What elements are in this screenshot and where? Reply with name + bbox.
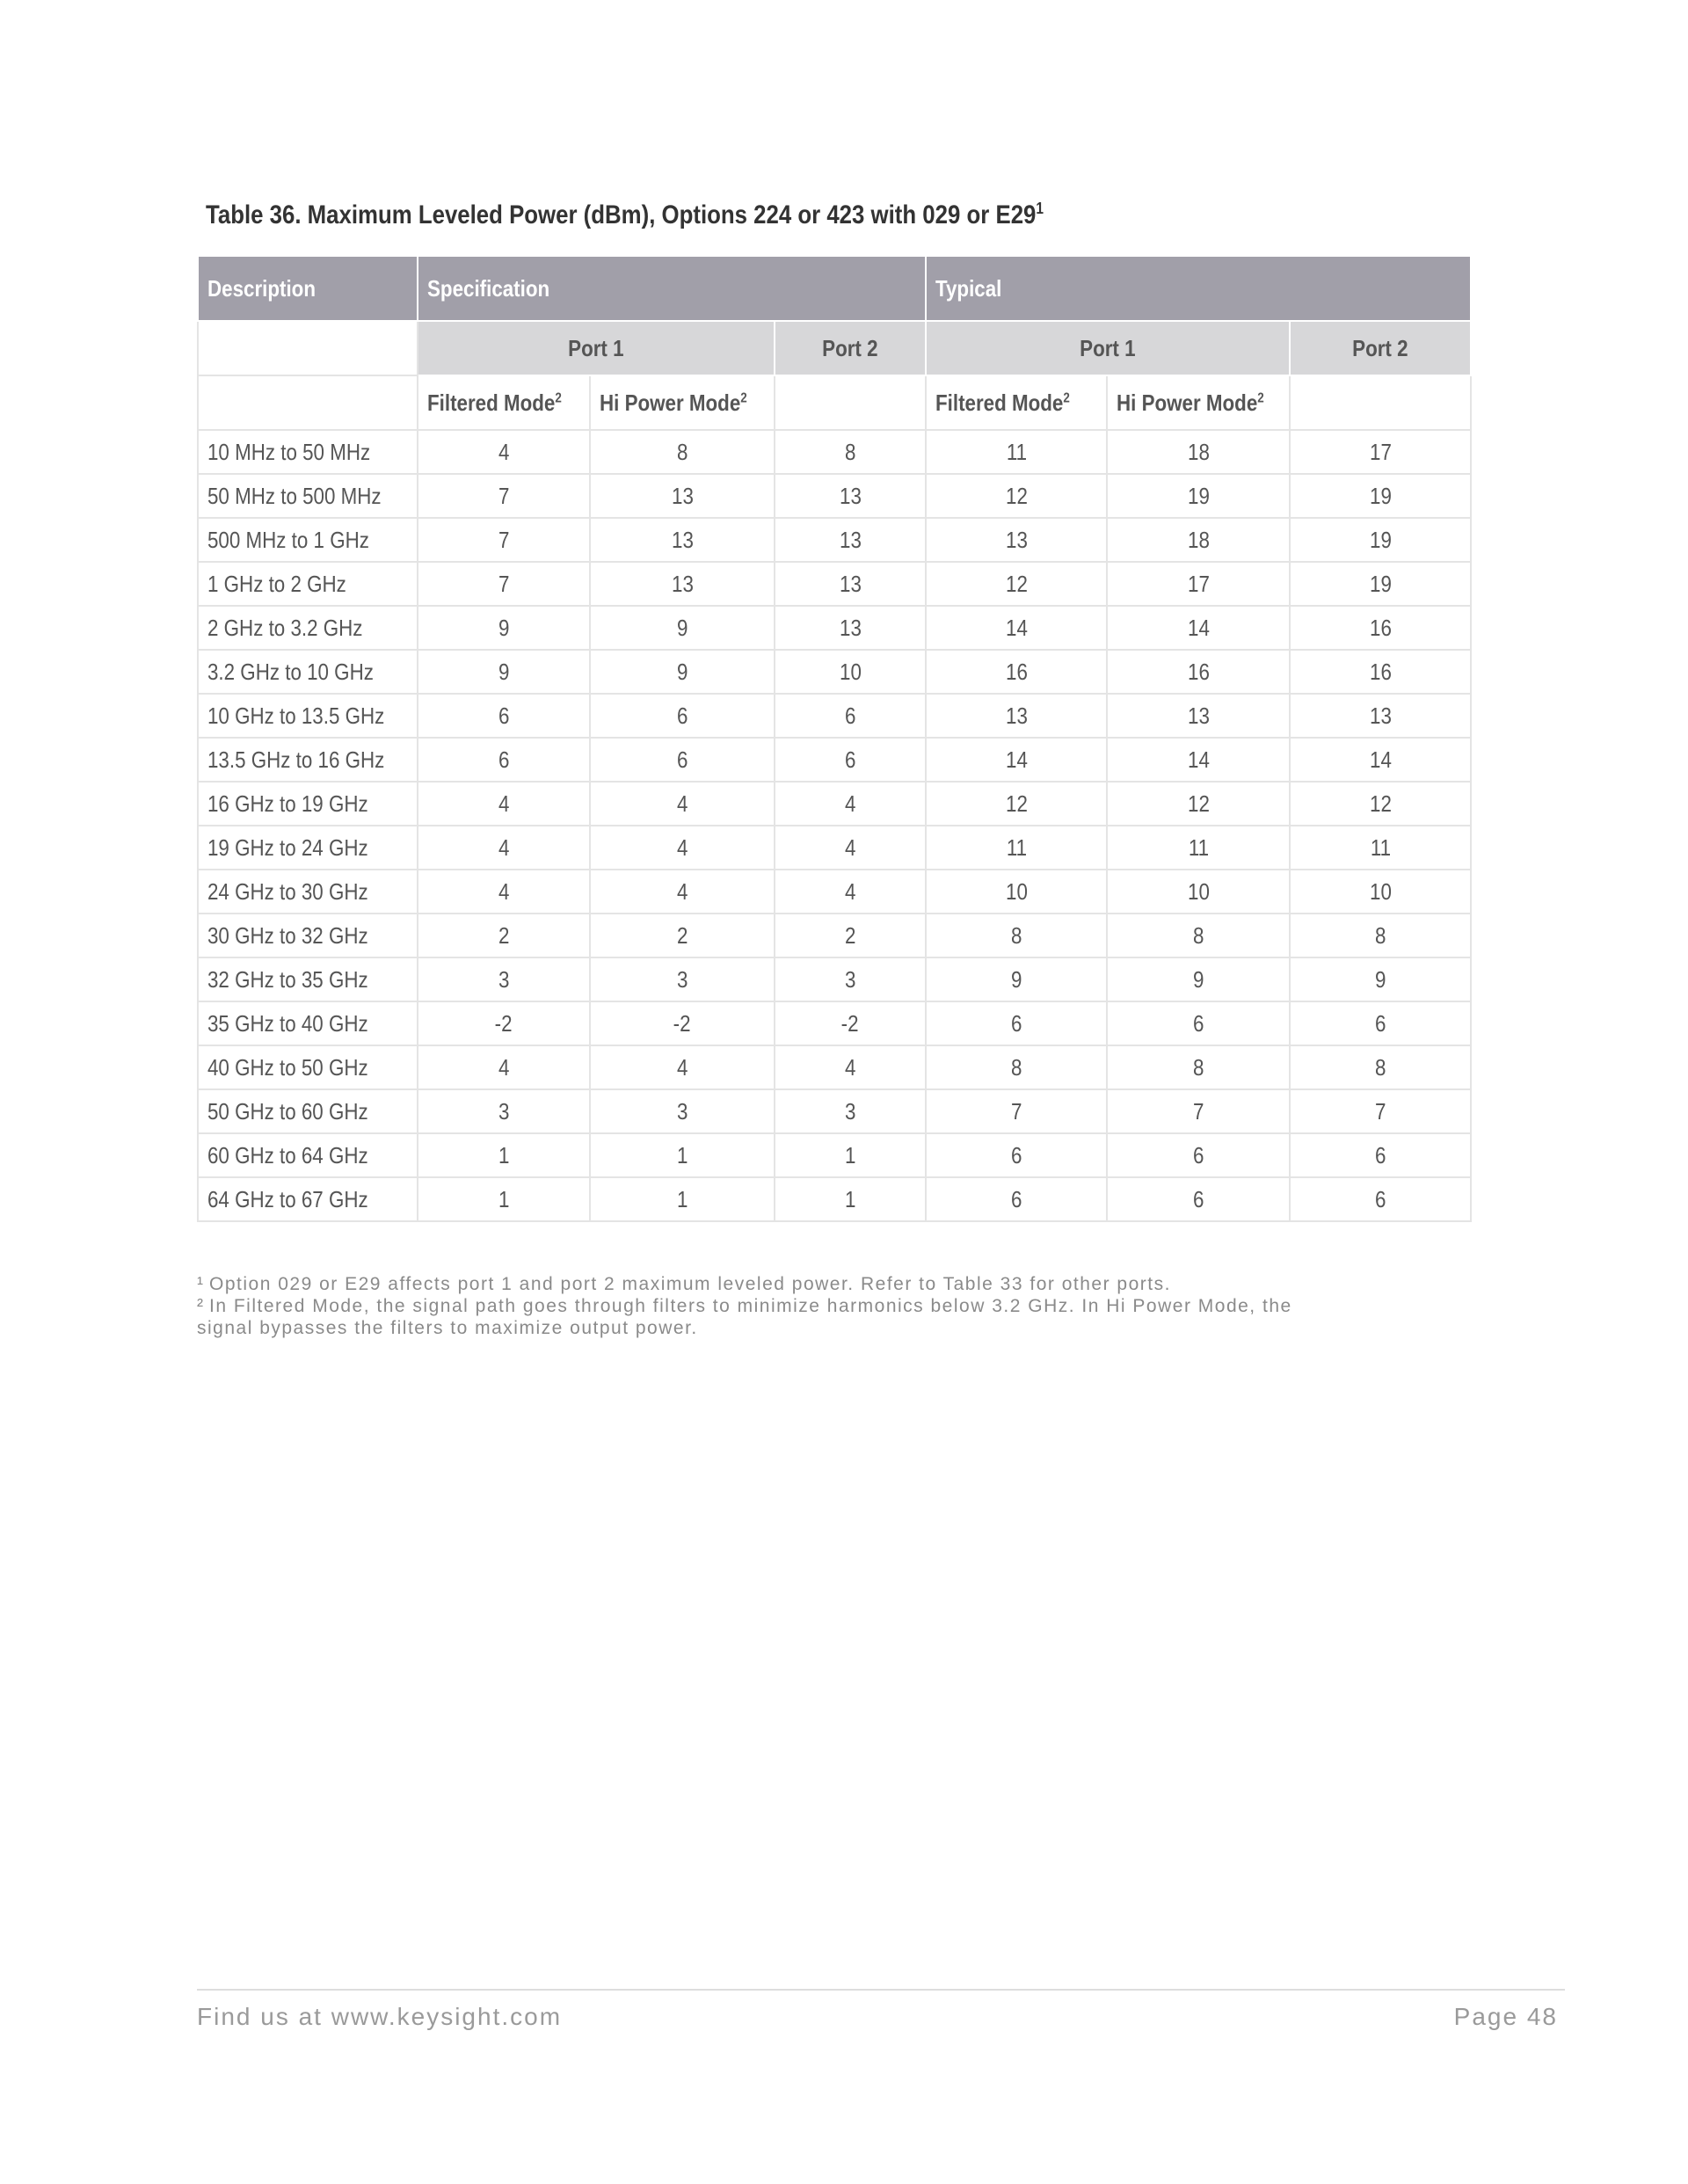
row-description-cell: 35 GHz to 40 GHz [198, 1001, 418, 1045]
row-value-cell: 4 [775, 782, 926, 826]
mode-header-typ-port2-empty [1290, 375, 1471, 430]
row-value-cell: 6 [590, 694, 775, 738]
row-value-cell: 1 [418, 1177, 590, 1221]
row-value-cell: 1 [418, 1133, 590, 1177]
header-spec-filtered-mode: Filtered Mode$^2$ [418, 375, 590, 430]
row-value-cell: 9 [590, 650, 775, 694]
row-value-cell: 19 [1290, 518, 1471, 562]
row-value-cell: 19 [1290, 474, 1471, 518]
row-value-cell: 4 [418, 782, 590, 826]
max-leveled-power-table [197, 255, 1472, 1222]
row-value-cell: 10 [926, 870, 1107, 914]
row-value-cell: 4 [418, 430, 590, 474]
header-specification: Specification [418, 256, 926, 321]
table-row [198, 650, 1471, 694]
table-row [198, 1089, 1471, 1133]
row-value-cell: 7 [418, 562, 590, 606]
row-description-cell: 32 GHz to 35 GHz [198, 957, 418, 1001]
row-value-cell: 10 [775, 650, 926, 694]
footnote-2: ² In Filtered Mode, the signal path goes through filters to minimize harmonics below 3.2 GHz. In Hi Power Mode, the [197, 1296, 1292, 1316]
row-description-cell: 64 GHz to 67 GHz [198, 1177, 418, 1221]
row-value-cell: 9 [590, 606, 775, 650]
row-value-cell: 13 [1290, 694, 1471, 738]
row-value-cell: 14 [1290, 738, 1471, 782]
table-row [198, 694, 1471, 738]
header-typ-filtered-mode: Filtered Mode$^2$ [926, 375, 1107, 430]
row-description-cell: 500 MHz to 1 GHz [198, 518, 418, 562]
table-row [198, 562, 1471, 606]
header-typical: Typical [926, 256, 1471, 321]
table-row [198, 782, 1471, 826]
row-value-cell: 4 [418, 826, 590, 870]
row-value-cell: 3 [590, 1089, 775, 1133]
row-value-cell: 13 [590, 562, 775, 606]
row-value-cell: 8 [590, 430, 775, 474]
row-value-cell: 13 [926, 694, 1107, 738]
table-row [198, 870, 1471, 914]
table-row [198, 738, 1471, 782]
row-value-cell: 4 [590, 870, 775, 914]
table-title-text: Table 36. Maximum Leveled Power (dBm), Options 224 or 423 with 029 or E29 [206, 200, 1037, 229]
row-value-cell: 13 [775, 474, 926, 518]
row-value-cell: 13 [590, 518, 775, 562]
row-value-cell: 3 [418, 957, 590, 1001]
footer-website-link[interactable]: Find us at www.keysight.com [197, 2003, 563, 2030]
row-value-cell: 17 [1107, 562, 1290, 606]
row-value-cell: 6 [1290, 1177, 1471, 1221]
row-value-cell: 6 [590, 738, 775, 782]
row-value-cell: 8 [1107, 914, 1290, 957]
row-description-cell: 1 GHz to 2 GHz [198, 562, 418, 606]
table-row [198, 1045, 1471, 1089]
row-value-cell: 13 [1107, 694, 1290, 738]
row-value-cell: 2 [590, 914, 775, 957]
row-value-cell: 4 [590, 1045, 775, 1089]
row-value-cell: 9 [418, 606, 590, 650]
footer-divider [197, 1989, 1565, 1991]
row-value-cell: 4 [775, 826, 926, 870]
row-value-cell: 9 [1107, 957, 1290, 1001]
mode-header-row [198, 375, 1471, 430]
header-typ-port1: Port 1 [926, 321, 1290, 375]
page-number: Page 48 [1453, 2003, 1558, 2030]
row-description-cell: 10 GHz to 13.5 GHz [198, 694, 418, 738]
row-value-cell: 16 [926, 650, 1107, 694]
table-row [198, 1001, 1471, 1045]
row-value-cell: 9 [418, 650, 590, 694]
row-description-cell: 60 GHz to 64 GHz [198, 1133, 418, 1177]
mode-header-empty [198, 375, 418, 430]
row-value-cell: 10 [1290, 870, 1471, 914]
row-value-cell: 3 [775, 957, 926, 1001]
table-row [198, 518, 1471, 562]
row-value-cell: 12 [926, 782, 1107, 826]
row-value-cell: 6 [775, 694, 926, 738]
row-value-cell: 1 [590, 1133, 775, 1177]
row-value-cell: 7 [418, 474, 590, 518]
port-header-empty [198, 321, 418, 375]
row-value-cell: 6 [418, 738, 590, 782]
row-value-cell: 3 [590, 957, 775, 1001]
row-description-cell: 30 GHz to 32 GHz [198, 914, 418, 957]
row-value-cell: 6 [1290, 1133, 1471, 1177]
row-value-cell: 7 [926, 1089, 1107, 1133]
row-value-cell: 8 [775, 430, 926, 474]
row-value-cell: 1 [775, 1177, 926, 1221]
row-value-cell: 16 [1290, 606, 1471, 650]
row-value-cell: 16 [1107, 650, 1290, 694]
table-row [198, 1133, 1471, 1177]
row-value-cell: 2 [775, 914, 926, 957]
row-value-cell: 14 [926, 738, 1107, 782]
row-value-cell: 7 [418, 518, 590, 562]
row-value-cell: 3 [418, 1089, 590, 1133]
row-value-cell: 6 [926, 1001, 1107, 1045]
row-value-cell: 11 [926, 430, 1107, 474]
row-value-cell: 1 [590, 1177, 775, 1221]
table-row [198, 1177, 1471, 1221]
row-value-cell: 18 [1107, 430, 1290, 474]
header-typ-hi-power-mode: Hi Power Mode$^2$ [1107, 375, 1290, 430]
mode-header-spec-port2-empty [775, 375, 926, 430]
row-value-cell: 7 [1107, 1089, 1290, 1133]
row-value-cell: 10 [1107, 870, 1290, 914]
row-description-cell: 10 MHz to 50 MHz [198, 430, 418, 474]
row-description-cell: 19 GHz to 24 GHz [198, 826, 418, 870]
row-value-cell: 19 [1290, 562, 1471, 606]
row-value-cell: 4 [775, 1045, 926, 1089]
row-value-cell: 13 [775, 606, 926, 650]
row-value-cell: 14 [1107, 738, 1290, 782]
row-value-cell: 14 [1107, 606, 1290, 650]
row-value-cell: 4 [775, 870, 926, 914]
row-value-cell: 12 [926, 474, 1107, 518]
row-description-cell: 50 GHz to 60 GHz [198, 1089, 418, 1133]
row-value-cell: 4 [418, 870, 590, 914]
row-value-cell: 4 [418, 1045, 590, 1089]
table-row [198, 914, 1471, 957]
table-body [198, 430, 1471, 1221]
footnote-1: ¹ Option 029 or E29 affects port 1 and port 2 maximum leveled power. Refer to Table 33 for other ports. [197, 1274, 1171, 1294]
row-value-cell: -2 [590, 1001, 775, 1045]
row-value-cell: -2 [418, 1001, 590, 1045]
table-title [206, 200, 1044, 230]
row-value-cell: 6 [775, 738, 926, 782]
footnotes [197, 1273, 1428, 1339]
row-value-cell: 3 [775, 1089, 926, 1133]
row-value-cell: 7 [1290, 1089, 1471, 1133]
table-row [198, 430, 1471, 474]
row-value-cell: 2 [418, 914, 590, 957]
row-description-cell: 3.2 GHz to 10 GHz [198, 650, 418, 694]
row-value-cell: 13 [775, 562, 926, 606]
row-description-cell: 16 GHz to 19 GHz [198, 782, 418, 826]
table-row [198, 957, 1471, 1001]
row-value-cell: 8 [926, 914, 1107, 957]
row-value-cell: 11 [1290, 826, 1471, 870]
header-typ-port2: Port 2 [1290, 321, 1471, 375]
row-description-cell: 24 GHz to 30 GHz [198, 870, 418, 914]
row-value-cell: 8 [1107, 1045, 1290, 1089]
row-value-cell: 12 [1107, 782, 1290, 826]
row-value-cell: 6 [1290, 1001, 1471, 1045]
row-value-cell: 14 [926, 606, 1107, 650]
row-value-cell: -2 [775, 1001, 926, 1045]
row-value-cell: 4 [590, 782, 775, 826]
header-spec-hi-power-mode: Hi Power Mode$^2$ [590, 375, 775, 430]
header-description: Description [198, 256, 418, 321]
row-value-cell: 6 [926, 1133, 1107, 1177]
row-value-cell: 11 [926, 826, 1107, 870]
row-value-cell: 19 [1107, 474, 1290, 518]
table-title-footnote-mark: 1 [1036, 200, 1044, 217]
table-row [198, 474, 1471, 518]
row-value-cell: 8 [926, 1045, 1107, 1089]
row-value-cell: 9 [926, 957, 1107, 1001]
row-value-cell: 11 [1107, 826, 1290, 870]
row-description-cell: 40 GHz to 50 GHz [198, 1045, 418, 1089]
row-value-cell: 9 [1290, 957, 1471, 1001]
header-spec-port1: Port 1 [418, 321, 775, 375]
row-value-cell: 17 [1290, 430, 1471, 474]
row-value-cell: 13 [590, 474, 775, 518]
row-value-cell: 12 [1290, 782, 1471, 826]
row-value-cell: 6 [1107, 1133, 1290, 1177]
row-value-cell: 6 [418, 694, 590, 738]
row-value-cell: 6 [1107, 1001, 1290, 1045]
footnote-2-continued: signal bypasses the filters to maximize output power. [197, 1318, 698, 1338]
table-header-row [198, 256, 1471, 321]
row-description-cell: 2 GHz to 3.2 GHz [198, 606, 418, 650]
row-value-cell: 13 [775, 518, 926, 562]
row-description-cell: 50 MHz to 500 MHz [198, 474, 418, 518]
table-row [198, 826, 1471, 870]
row-description-cell: 13.5 GHz to 16 GHz [198, 738, 418, 782]
row-value-cell: 8 [1290, 1045, 1471, 1089]
row-value-cell: 18 [1107, 518, 1290, 562]
row-value-cell: 6 [1107, 1177, 1290, 1221]
port-header-row [198, 321, 1471, 375]
row-value-cell: 13 [926, 518, 1107, 562]
row-value-cell: 8 [1290, 914, 1471, 957]
row-value-cell: 12 [926, 562, 1107, 606]
header-spec-port2: Port 2 [775, 321, 926, 375]
row-value-cell: 1 [775, 1133, 926, 1177]
row-value-cell: 4 [590, 826, 775, 870]
row-value-cell: 6 [926, 1177, 1107, 1221]
table-row [198, 606, 1471, 650]
row-value-cell: 16 [1290, 650, 1471, 694]
